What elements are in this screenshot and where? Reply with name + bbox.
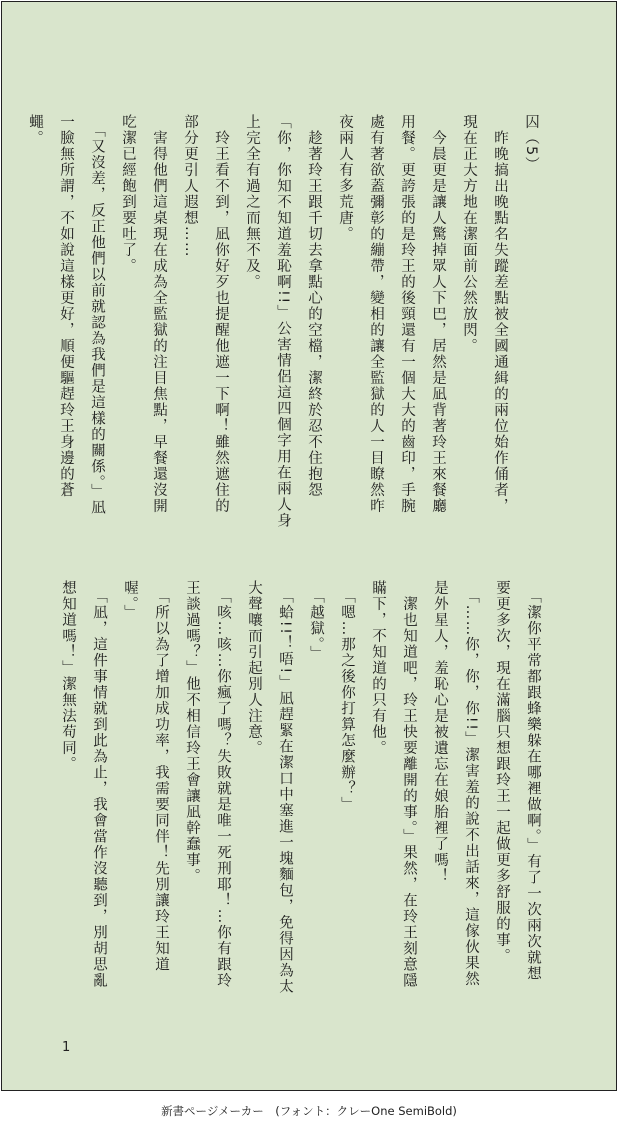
paragraph: 「咳…咳…你瘋了嗎？失敗就是唯一死刑耶！…你有跟玲王談過嗎？」他不相信玲王會讓凪幹蠢事。	[184, 580, 231, 989]
paragraph: 今晨更是讓人驚掉眾人下巴，居然是凪背著玲王來餐廳用餐。更誇張的是玲王的後頸還有一個大大的齒印，手腕處有著欲蓋彌彰的繃帶，變相的讓全監獄的人一目瞭然昨夜兩人有多荒唐。	[337, 114, 446, 514]
footer-credit: 新書ページメーカー (フォント：クレーOne SemiBold)	[161, 1104, 457, 1118]
lower-text-block	[52, 580, 548, 995]
chapter-title: 囚（5）	[523, 114, 539, 173]
paragraph: 害得他們這桌現在成為全監獄的注目焦點，早餐還沒開吃潔已經飽到要吐了。	[120, 114, 167, 514]
paragraph: 「……你，你，你!!」潔害羞的說不出話來，這傢伙果然是外星人，羞恥心是被遺忘在娘胎裡了嗎！	[432, 580, 479, 988]
book-page	[1, 1, 617, 1091]
paragraph: 「越獄。」	[308, 580, 324, 662]
paragraph: 「所以為了增加成功率，我需要同伴！先別讓玲王知道喔。」	[122, 580, 169, 973]
paragraph: 「蛤!!！唔!」凪趕緊在潔口中塞進一塊麵包，免得因為太大聲嚷而引起別人注意。	[246, 580, 293, 995]
paragraph: 「潔你平常都跟蜂樂躲在哪裡做啊。」有了一次兩次就想要更多次，現在滿腦只想跟玲王一起做更多舒服的事。	[494, 580, 541, 982]
page-number: 1	[62, 1040, 71, 1055]
paragraph: 潔也知道吧，玲王快要離開的事。」果然，在玲王刻意隱瞞下，不知道的只有他。	[370, 580, 417, 989]
paragraph: 「嗯…那之後你打算怎麼辦？」	[339, 580, 355, 813]
upper-text-block	[19, 114, 546, 529]
paragraph: 「凪，這件事情就到此為止，我會當作沒聽到，別胡思亂想知道嗎！」潔無法苟同。	[60, 580, 107, 989]
paragraph: 「又沒差，反正他們以前就認為我們是這樣的關係。」凪一臉無所謂，不如說這樣更好，順便驅趕玲王身邊的蒼蠅。	[27, 114, 105, 516]
paragraph: 趁著玲王跟千切去拿點心的空檔，潔終於忍不住抱怨「你，你知不知道羞恥啊!!」公害情侶這四個字用在兩人身上完全有過之而無不及。	[244, 114, 322, 529]
paragraph: 昨晚搞出晚點名失蹤差點被全國通緝的兩位始作俑者，現在正大方地在潔面前公然放閃。	[461, 114, 508, 514]
paragraph: 玲王看不到，凪你好歹也提醒他遮一下啊！雖然遮住的部分更引人遐想……	[182, 114, 229, 514]
